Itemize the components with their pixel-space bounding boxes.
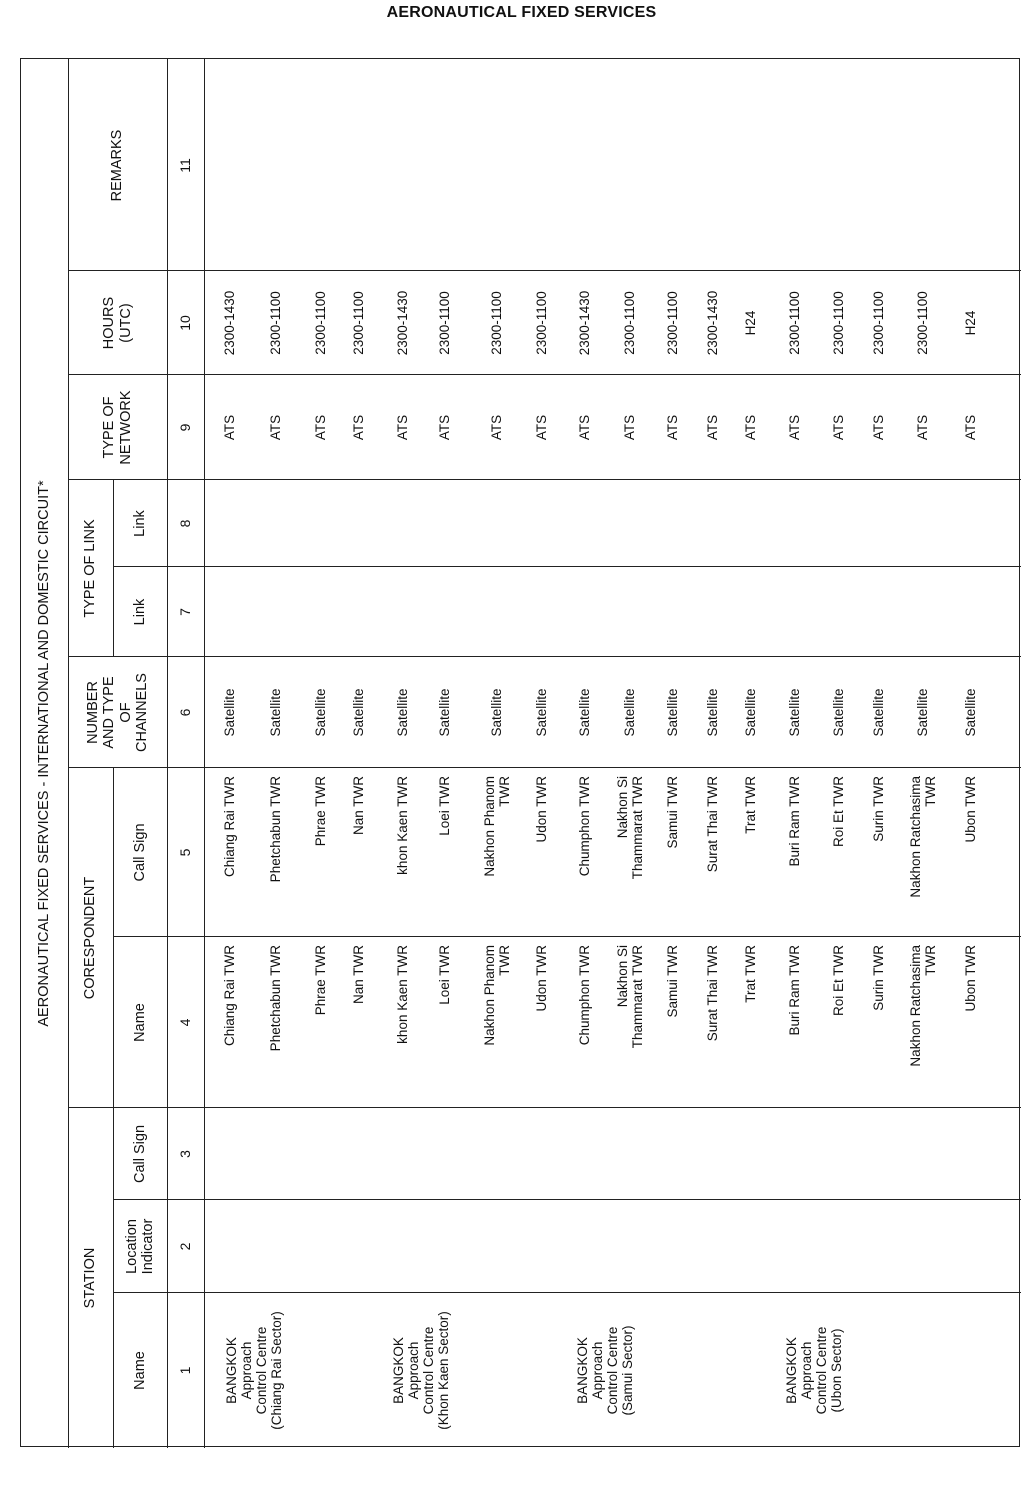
network-type: ATS — [577, 414, 593, 441]
hours-utc: 2300-1100 — [622, 291, 638, 355]
hours-utc: 2300-1100 — [871, 291, 887, 355]
network-type: ATS — [222, 414, 238, 441]
hours-utc: 2300-1100 — [915, 291, 931, 355]
page-heading: AERONAUTICAL FIXED SERVICES — [386, 4, 657, 21]
correspondent-name: Phetchabun TWR — [268, 945, 284, 1052]
header-correspondent-name: Name — [131, 1003, 148, 1042]
correspondent-call-sign: Chumphon TWR — [577, 776, 593, 877]
correspondent-call-sign: Surin TWR — [871, 776, 887, 842]
correspondent-name: khon Kaen TWR — [395, 945, 411, 1044]
network-type: ATS — [313, 414, 329, 441]
correspondent-name: Loei TWR — [437, 945, 453, 1005]
network-type: ATS — [489, 414, 505, 441]
correspondent-call-sign: Surat Thai TWR — [705, 776, 721, 873]
network-type: ATS — [268, 414, 284, 441]
correspondent-call-sign: Nakhon Ratchasima TWR — [907, 776, 938, 898]
channel-type: Satellite — [787, 688, 803, 737]
correspondent-name: Surin TWR — [871, 945, 887, 1011]
network-type: ATS — [705, 414, 721, 441]
correspondent-name: Ubon TWR — [963, 945, 979, 1012]
group-correspondent: CORESPONDENT — [82, 876, 99, 1000]
header-correspondent-call-sign: Call Sign — [131, 823, 148, 882]
correspondent-call-sign: Buri Ram TWR — [787, 776, 803, 867]
correspondent-call-sign: Chiang Rai TWR — [222, 776, 238, 878]
hours-utc: 2300-1100 — [313, 291, 329, 355]
table-title: AERONAUTICAL FIXED SERVICES - INTERNATIONAL AND DOMESTIC CIRCUIT* — [36, 480, 53, 1027]
correspondent-call-sign: Ubon TWR — [963, 776, 979, 843]
hours-utc: 2300-1430 — [705, 290, 721, 356]
correspondent-name: Samui TWR — [665, 945, 681, 1018]
column-number: 10 — [176, 315, 193, 331]
column-number: 6 — [176, 708, 193, 717]
column-number: 11 — [176, 158, 193, 173]
correspondent-call-sign: Nakhon Phanom TWR — [481, 776, 512, 877]
grid-line-horizontal — [204, 59, 205, 1448]
group-station: STATION — [82, 1247, 99, 1309]
correspondent-name: Surat Thai TWR — [705, 945, 721, 1042]
correspondent-name: Trat TWR — [743, 945, 759, 1003]
station-name: BANGKOK Approach Control Centre (Ubon Sector) — [783, 1326, 845, 1415]
network-type: ATS — [871, 414, 887, 441]
hours-utc: 2300-1430 — [577, 290, 593, 356]
hours-utc: H24 — [963, 310, 979, 336]
correspondent-call-sign: Samui TWR — [665, 776, 681, 849]
column-number: 9 — [176, 423, 193, 432]
header-station-call-sign: Call Sign — [131, 1124, 148, 1184]
channel-type: Satellite — [313, 688, 329, 737]
correspondent-name: Nan TWR — [351, 945, 367, 1005]
network-type: ATS — [787, 414, 803, 441]
correspondent-call-sign: Trat TWR — [743, 776, 759, 834]
hours-utc: H24 — [743, 310, 759, 336]
correspondent-call-sign: Phetchabun TWR — [268, 776, 284, 883]
correspondent-call-sign: Loei TWR — [437, 776, 453, 836]
column-number: 2 — [176, 1242, 193, 1251]
channel-type: Satellite — [577, 688, 593, 737]
channel-type: Satellite — [395, 688, 411, 737]
network-type: ATS — [622, 414, 638, 441]
channel-type: Satellite — [351, 688, 367, 737]
correspondent-name: Phrae TWR — [313, 945, 329, 1016]
header-channels: NUMBER AND TYPE OF CHANNELS — [85, 673, 150, 752]
correspondent-call-sign: Nakhon Si Thammarat TWR — [614, 776, 645, 880]
network-type: ATS — [395, 414, 411, 441]
correspondent-name: Chiang Rai TWR — [222, 945, 238, 1047]
channel-type: Satellite — [268, 688, 284, 737]
channel-type: Satellite — [871, 688, 887, 737]
correspondent-name: Nakhon Phanom TWR — [481, 945, 512, 1046]
network-type: ATS — [534, 414, 550, 441]
hours-utc: 2300-1100 — [831, 291, 847, 355]
circuit-table — [20, 58, 1020, 1447]
channel-type: Satellite — [665, 688, 681, 737]
hours-utc: 2300-1100 — [268, 291, 284, 355]
channel-type: Satellite — [831, 688, 847, 737]
header-location-indicator: Location Indicator — [123, 1218, 156, 1275]
network-type: ATS — [743, 414, 759, 441]
channel-type: Satellite — [489, 688, 505, 737]
hours-utc: 2300-1100 — [665, 291, 681, 355]
station-name: BANGKOK Approach Control Centre (Samui Sector) — [574, 1325, 636, 1416]
network-type: ATS — [963, 414, 979, 441]
hours-utc: 2300-1100 — [437, 291, 453, 355]
network-type: ATS — [831, 414, 847, 441]
group-type-of-link: TYPE OF LINK — [82, 519, 99, 618]
network-type: ATS — [915, 414, 931, 441]
header-station-name: Name — [131, 1351, 148, 1390]
channel-type: Satellite — [534, 688, 550, 737]
correspondent-call-sign: Udon TWR — [534, 776, 550, 843]
correspondent-name: Chumphon TWR — [577, 945, 593, 1046]
header-remarks: REMARKS — [109, 129, 126, 202]
header-link-1: Link — [131, 598, 148, 626]
correspondent-name: Buri Ram TWR — [787, 945, 803, 1036]
station-name: BANGKOK Approach Control Centre (Chiang Rai Sector) — [223, 1311, 285, 1430]
channel-type: Satellite — [222, 688, 238, 737]
channel-type: Satellite — [743, 688, 759, 737]
header-network: TYPE OF NETWORK — [101, 390, 134, 465]
rotated-table-body — [21, 59, 1021, 1448]
correspondent-name: Nakhon Ratchasima TWR — [907, 945, 938, 1067]
header-link-2: Link — [131, 510, 148, 537]
channel-type: Satellite — [622, 688, 638, 737]
channel-type: Satellite — [915, 688, 931, 737]
station-name: BANGKOK Approach Control Centre (Khon Kaen Sector) — [390, 1311, 452, 1430]
hours-utc: 2300-1100 — [489, 291, 505, 355]
channel-type: Satellite — [963, 688, 979, 737]
header-hours: HOURS (UTC) — [101, 296, 134, 350]
correspondent-name: Roi Et TWR — [831, 945, 847, 1017]
hours-utc: 2300-1430 — [395, 290, 411, 356]
channel-type: Satellite — [705, 688, 721, 737]
correspondent-call-sign: Nan TWR — [351, 776, 367, 836]
grid-line-vertical — [68, 1107, 1021, 1108]
hours-utc: 2300-1100 — [534, 291, 550, 355]
correspondent-call-sign: khon Kaen TWR — [395, 776, 411, 875]
column-number: 7 — [176, 608, 193, 616]
network-type: ATS — [351, 414, 367, 441]
grid-line-vertical — [113, 1292, 1021, 1293]
network-type: ATS — [437, 414, 453, 441]
column-number: 5 — [176, 848, 193, 857]
hours-utc: 2300-1430 — [222, 290, 238, 356]
grid-line-vertical — [113, 566, 1021, 567]
correspondent-call-sign: Roi Et TWR — [831, 776, 847, 848]
channel-type: Satellite — [437, 688, 453, 737]
hours-utc: 2300-1100 — [351, 291, 367, 355]
column-number: 8 — [176, 519, 193, 528]
grid-line-vertical — [113, 1199, 1021, 1200]
correspondent-name: Nakhon Si Thammarat TWR — [614, 945, 645, 1049]
grid-line-vertical — [113, 936, 1021, 937]
correspondent-name: Udon TWR — [534, 945, 550, 1012]
column-number: 1 — [176, 1366, 193, 1375]
column-number: 3 — [176, 1150, 193, 1158]
correspondent-call-sign: Phrae TWR — [313, 776, 329, 847]
hours-utc: 2300-1100 — [787, 291, 803, 355]
network-type: ATS — [665, 414, 681, 441]
column-number: 4 — [176, 1018, 193, 1027]
